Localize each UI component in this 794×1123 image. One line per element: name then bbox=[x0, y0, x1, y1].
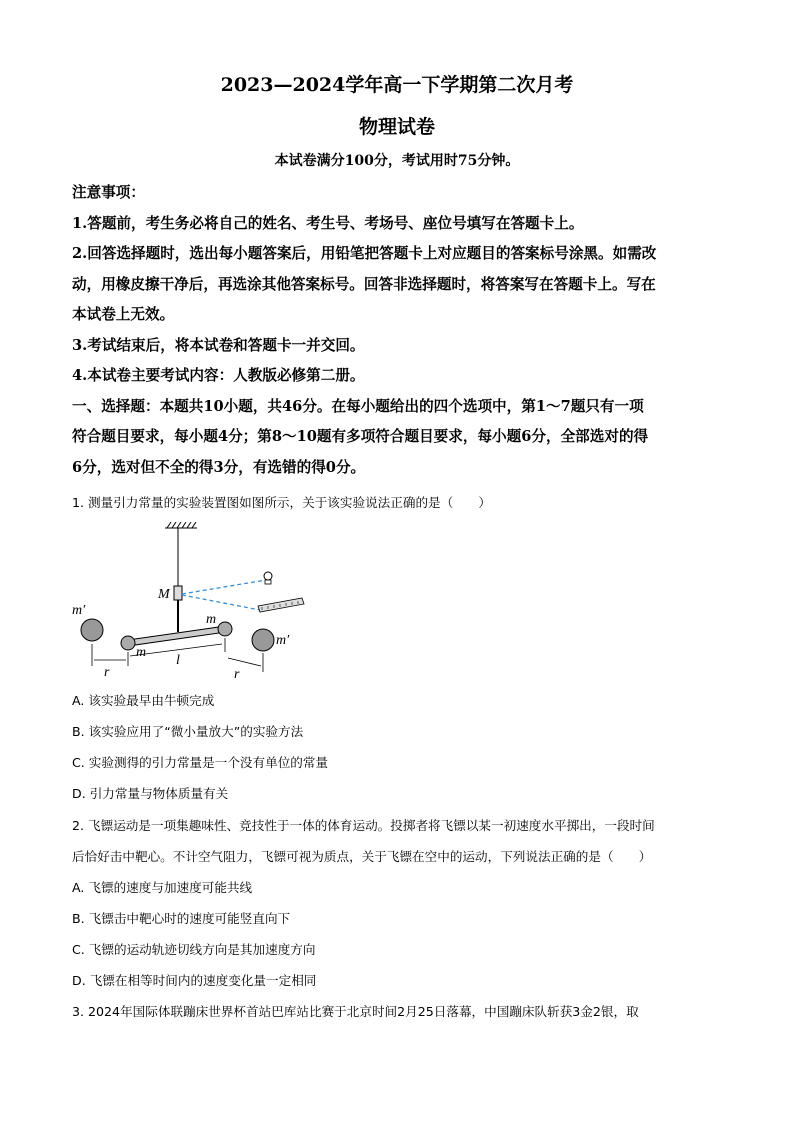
label-r-right: r bbox=[234, 667, 240, 682]
scale-ruler bbox=[258, 598, 304, 612]
q2-option-a: A. 飞镖的速度与加速度可能共线 bbox=[72, 880, 253, 895]
q1-stem: 1. 测量引力常量的实验装置图如图所示，关于该实验说法正确的是（ ） bbox=[72, 495, 492, 510]
torsion-balance-figure bbox=[70, 522, 310, 682]
note-line: 动，用橡皮擦干净后，再选涂其他答案标号。回答非选择题时，将答案写在答题卡上。写在 bbox=[72, 275, 656, 293]
label-m-prime-right: m′ bbox=[276, 633, 290, 648]
notes-heading: 注意事项： bbox=[72, 184, 145, 201]
large-ball-right bbox=[252, 629, 274, 651]
light-ray bbox=[182, 595, 260, 610]
ceiling-support bbox=[165, 522, 197, 528]
section-line: 6分，选对但不全的得3分，有选错的得0分。 bbox=[72, 458, 366, 476]
label-m-prime-left: m′ bbox=[72, 603, 86, 618]
small-ball-right bbox=[218, 622, 232, 636]
q2-stem-line: 后恰好击中靶心。不计空气阻力，飞镖可视为质点，关于飞镖在空中的运动，下列说法正确的是（ ） bbox=[72, 849, 652, 864]
exam-info: 本试卷满分100分，考试用时75分钟。 bbox=[274, 153, 520, 169]
q1-option-a: A. 该实验最早由牛顿完成 bbox=[72, 693, 215, 708]
label-r-left: r bbox=[104, 665, 110, 680]
section-line: 一、选择题：本题共10小题，共46分。在每小题给出的四个选项中，第1～7题只有一项 bbox=[72, 397, 644, 415]
q1-option-d: D. 引力常量与物体质量有关 bbox=[72, 786, 229, 801]
note-line: 2.回答选择题时，选出每小题答案后，用铅笔把答题卡上对应题目的答案标号涂黑。如需改 bbox=[72, 245, 657, 262]
q1-option-c: C. 实验测得的引力常量是一个没有单位的常量 bbox=[72, 755, 329, 770]
q2-option-b: B. 飞镖击中靶心时的速度可能竖直向下 bbox=[72, 911, 291, 926]
large-ball-left bbox=[81, 619, 103, 641]
mirror-M bbox=[174, 586, 182, 600]
note-line: 3.考试结束后，将本试卷和答题卡一并交回。 bbox=[72, 336, 365, 354]
q1-option-b: B. 该实验应用了“微小量放大”的实验方法 bbox=[72, 724, 304, 739]
lamp-icon bbox=[264, 572, 272, 584]
exam-title: 2023—2024学年高一下学期第二次月考 bbox=[220, 74, 574, 96]
note-line: 本试卷上无效。 bbox=[72, 306, 175, 323]
notes-block bbox=[72, 178, 722, 483]
label-m-right: m bbox=[206, 612, 217, 627]
label-m-left: m bbox=[136, 645, 147, 660]
q2-option-d: D. 飞镖在相等时间内的速度变化量一定相同 bbox=[72, 973, 317, 988]
light-ray bbox=[182, 580, 266, 594]
label-M: M bbox=[158, 587, 170, 602]
note-line: 4.本试卷主要考试内容：人教版必修第二册。 bbox=[72, 367, 365, 384]
section-line: 符合题目要求，每小题4分；第8～10题有多项符合题目要求，每小题6分，全部选对的得 bbox=[72, 428, 649, 445]
subject-title: 物理试卷 bbox=[358, 116, 435, 138]
q2-option-c: C. 飞镖的运动轨迹切线方向是其加速度方向 bbox=[72, 942, 316, 957]
q2-stem-line: 2. 飞镖运动是一项集趣味性、竞技性于一体的体育运动。投掷者将飞镖以某一初速度水平掷出，一段时间 bbox=[72, 818, 655, 833]
small-ball-left bbox=[121, 636, 135, 650]
note-line: 1.答题前，考生务必将自己的姓名、考生号、考场号、座位号填写在答题卡上。 bbox=[72, 214, 584, 232]
q3-stem: 3. 2024年国际体联蹦床世界杯首站巴库站比赛于北京时间2月25日落幕，中国蹦床队斩获3金2银，取 bbox=[72, 1004, 639, 1019]
label-l: l bbox=[176, 653, 180, 668]
